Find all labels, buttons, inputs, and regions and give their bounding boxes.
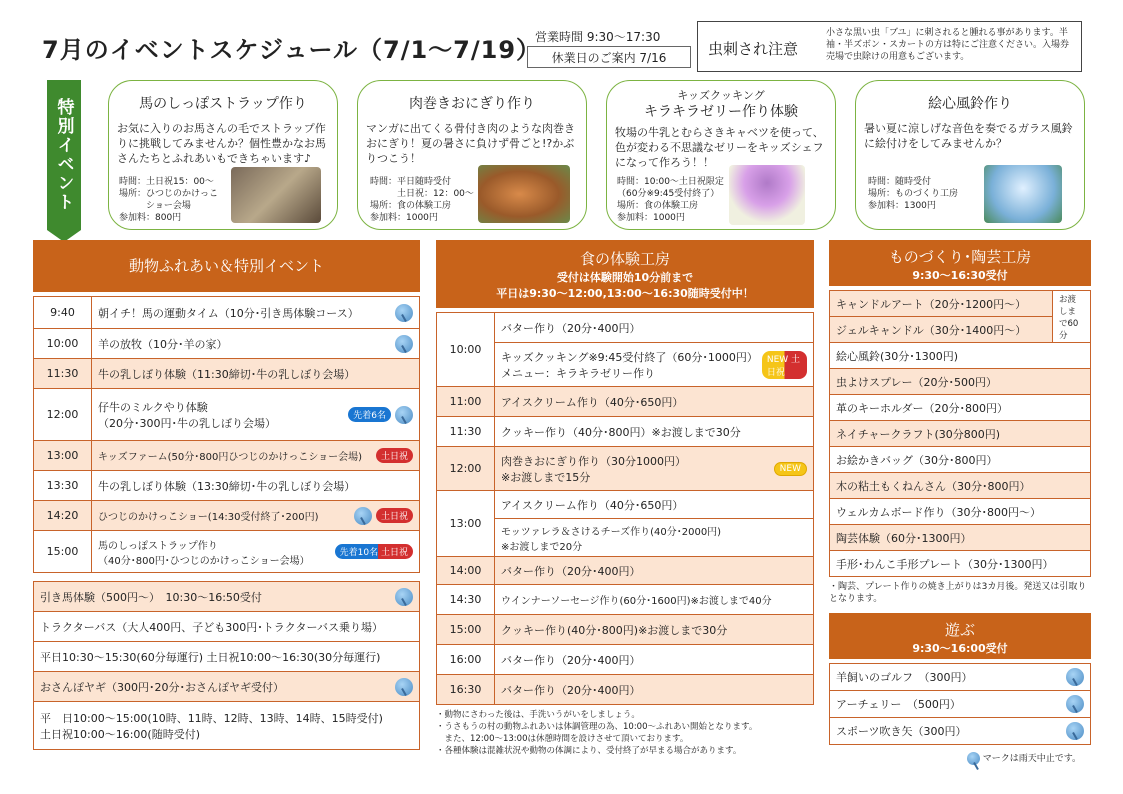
jelly-photo: [729, 165, 805, 225]
umbrella-icon: [1066, 695, 1084, 713]
extra-text: 引き馬体験（500円〜） 10:30〜16:50受付: [40, 590, 262, 604]
food-sub2: 平日は9:30〜12:00,13:00〜16:30随時受付中！: [496, 287, 754, 300]
insect-warning: [697, 21, 1082, 72]
craft-item: 陶芸体験（60分･1300円）: [830, 525, 1091, 551]
play-title: 遊ぶ: [944, 621, 975, 639]
table-row: [830, 499, 1091, 525]
table-row: [34, 501, 420, 531]
card-title: 馬のしっぽストラップ作り: [139, 96, 307, 112]
time-cell: 10:00: [34, 329, 92, 359]
card-title: 肉巻きおにぎり作り: [409, 96, 535, 112]
table-row: [34, 531, 420, 573]
time-cell: 13:30: [34, 471, 92, 501]
card-desc: お気に入りのお馬さんの毛でストラップ作りに挑戦してみませんか？個性豊かなお馬さんたちとふれあいもできちゃいます♪: [117, 122, 326, 165]
food-section: [436, 240, 814, 757]
table-row: [830, 343, 1091, 369]
table-row: [437, 585, 814, 615]
table-row: [34, 612, 420, 642]
time-cell: 14:00: [437, 557, 495, 585]
umbrella-icon: [395, 406, 413, 424]
food-item: ウインナーソーセージ作り(60分･1600円)※お渡しまで40分: [501, 596, 772, 607]
craft-note: ・陶芸、プレート作りの焼き上がりは3カ月後。発送又は引取りとなります。: [829, 582, 1087, 604]
table-row: [437, 447, 814, 491]
food-item: バター作り（20分･400円）: [501, 683, 641, 697]
new-badge: NEW: [774, 462, 807, 476]
card-desc: 暑い夏に涼しげな音色を奏でるガラス風鈴に絵付けをしてみませんか？: [864, 122, 1073, 150]
extra-text: 平日10:30〜15:30(60分毎運行) 土日祝10:00〜16:30(30分毎運行): [40, 650, 381, 664]
page-title: 7月のイベントスケジュール（7/1〜7/19）: [42, 36, 542, 64]
extra-text: おさんぽヤギ（300円･20分･おさんぽヤギ受付）: [40, 680, 284, 694]
table-row: [34, 359, 420, 389]
time-cell: 16:00: [437, 645, 495, 675]
play-sub: 9:30〜16:00受付: [912, 642, 1008, 655]
table-row: [830, 525, 1091, 551]
table-row: [437, 417, 814, 447]
table-row: [830, 291, 1091, 317]
umbrella-icon: [395, 335, 413, 353]
craft-item: ウェルカムボード作り（30分･800円〜）: [830, 499, 1091, 525]
weekend-badge: 土日祝: [376, 508, 413, 523]
umbrella-icon: [354, 507, 372, 525]
umbrella-icon: [1066, 668, 1084, 686]
food-item: アイスクリーム作り（40分･650円）: [501, 395, 684, 409]
card-title: 絵心風鈴作り: [928, 96, 1012, 112]
time-cell: 15:00: [34, 531, 92, 573]
event-text: 朝イチ！馬の運動タイム（10分･引き馬体験コース）: [98, 306, 359, 320]
table-row: [830, 691, 1091, 718]
warning-text: 小さな黒い虫「ブユ」に刺されると腫れる事があります。半袖・半ズボン・スカートの方は特にご注意ください。入場券売場で虫除けの用意もございます。: [826, 28, 1070, 62]
table-row: [830, 369, 1091, 395]
food-title: 食の体験工房: [579, 250, 670, 268]
table-row: [437, 645, 814, 675]
table-row: [830, 718, 1091, 745]
event-text: ひつじのかけっこショー(14:30受付終了･200円): [98, 512, 319, 523]
legend-text: マークは雨天中止です。: [982, 754, 1081, 764]
card-desc: 牧場の牛乳とむらさきキャベツを使って、色が変わる不思議なゼリーをキッズシェフになって作ろう！！: [615, 126, 824, 169]
event-text: 馬のしっぽストラップ作り （40分･800円･ひつじのかけっこショー会場）: [98, 540, 310, 567]
extra-text: トラクターバス（大人400円、子ども300円･トラクターバス乗り場）: [40, 620, 383, 634]
warning-title: 虫刺され注意: [708, 40, 799, 58]
time-cell: 11:00: [437, 387, 495, 417]
time-cell: 16:30: [437, 675, 495, 705]
event-text: 羊の放牧（10分･羊の家）: [98, 337, 228, 351]
time-cell: 13:00: [437, 491, 495, 557]
time-cell: 12:00: [34, 389, 92, 441]
table-row: [34, 329, 420, 359]
craft-item: 革のキーホルダー（20分･800円）: [830, 395, 1091, 421]
table-row: [830, 317, 1091, 343]
craft-section: [829, 240, 1091, 765]
food-item: キッズクッキング※9:45受付終了（60分･1000円） メニュー：キラキラゼリー作り: [501, 350, 758, 380]
time-cell: 14:20: [34, 501, 92, 531]
craft-item: 虫よけスプレー（20分･500円）: [830, 369, 1091, 395]
time-cell: 10:00: [437, 313, 495, 387]
table-row: [34, 642, 420, 672]
table-row: [437, 491, 814, 519]
craft-item: 木の粘土もくねんさん（30分･800円）: [830, 473, 1091, 499]
wind-chime-photo: [984, 165, 1062, 223]
event-text: 牛の乳しぼり体験（13:30締切･牛の乳しぼり会場）: [98, 479, 356, 493]
time-cell: 11:30: [34, 359, 92, 389]
time-cell: 12:00: [437, 447, 495, 491]
umbrella-icon: [395, 304, 413, 322]
play-item: スポーツ吹き矢（300円）: [836, 725, 967, 738]
food-item: バター作り（20分･400円）: [501, 564, 641, 578]
craft-item: お絵かきバッグ（30分･800円）: [830, 447, 1091, 473]
table-row: [437, 387, 814, 417]
craft-item: ネイチャークラフト(30分800円): [830, 421, 1091, 447]
table-row: [830, 447, 1091, 473]
craft-header: [829, 240, 1091, 286]
umbrella-icon: [395, 678, 413, 696]
craft-side-note: お渡しまで60分: [1053, 291, 1091, 343]
animal-section: [33, 240, 420, 750]
event-text: キッズファーム(50分･800円ひつじのかけっこショー会場): [98, 452, 363, 463]
table-row: [437, 675, 814, 705]
play-item: 羊飼いのゴルフ （300円）: [836, 671, 973, 684]
time-cell: 9:40: [34, 297, 92, 329]
time-cell: 11:30: [437, 417, 495, 447]
food-table: [436, 312, 814, 705]
craft-sub: 9:30〜16:30受付: [912, 269, 1008, 282]
food-item: 肉巻きおにぎり作り（30分1000円） ※お渡しまで15分: [501, 454, 686, 484]
table-row: [830, 551, 1091, 577]
food-item: バター作り（20分･400円）: [501, 321, 641, 335]
umbrella-icon: [1066, 722, 1084, 740]
limit-weekend-badge: 先着10名 土日祝: [335, 544, 413, 559]
closed-days: 休業日のご案内 7/16: [527, 46, 691, 68]
table-row: [830, 421, 1091, 447]
table-row: [437, 313, 814, 343]
play-header: [829, 613, 1091, 659]
card-info: 時間：随時受付 場所：ものづくり工房 参加料：1300円: [868, 177, 959, 211]
time-cell: 13:00: [34, 441, 92, 471]
food-notes: ・動物にさわった後は、手洗いうがいをしましょう。 ・うさもうの村の動物ふれあいは体調管理の為、10:00〜ふれあい開始となります。 また、12:00〜13:00は休憩時間を設けさせて頂いております。 ・各種体験は混雑状況や動物の体調により、受付終了が早まる場合があります。: [436, 710, 758, 756]
craft-title: ものづくり･陶芸工房: [888, 248, 1032, 266]
time-cell: 15:00: [437, 615, 495, 645]
umbrella-icon: [395, 588, 413, 606]
card-horse-strap: [108, 80, 338, 230]
table-row: [437, 615, 814, 645]
food-sub1: 受付は体験開始10分前まで: [556, 271, 694, 284]
animal-table: [33, 296, 420, 573]
umbrella-icon: [967, 752, 980, 765]
table-row: [34, 441, 420, 471]
table-row: [34, 672, 420, 702]
card-desc: マンガに出てくる骨付き肉のような肉巻きおにぎり！夏の暑さに負けず骨ごと!?かぶりつこう！: [366, 122, 575, 165]
weekend-badge: 土日祝: [376, 448, 413, 463]
food-item: アイスクリーム作り（40分･650円）: [501, 498, 684, 512]
table-row: [34, 582, 420, 612]
card-info: 時間：10:00〜土日祝限定 （60分※9:45受付終了） 場所：食の体験工房 参加料：1000円: [617, 177, 724, 223]
event-text: 牛の乳しぼり体験（11:30締切･牛の乳しぼり会場）: [98, 367, 356, 381]
card-title: キラキラゼリー作り体験: [644, 104, 798, 120]
play-table: [829, 663, 1091, 745]
craft-item: 絵心風鈴(30分･1300円): [830, 343, 1091, 369]
special-event-tab: 特別イベント: [47, 80, 81, 230]
card-info: 時間：土日祝15：00〜 場所：ひつじのかけっこ ショー会場 参加料：800円: [119, 177, 219, 223]
table-row: [34, 702, 420, 750]
card-subtitle: キッズクッキング: [677, 89, 765, 102]
event-text: 仔牛のミルクやり体験 （20分･300円･牛の乳しぼり会場）: [98, 400, 276, 430]
animal-header: 動物ふれあい＆特別イベント: [33, 240, 420, 292]
table-row: [830, 473, 1091, 499]
legend: [829, 751, 1091, 765]
business-hours: 営業時間 9:30〜17:30: [535, 30, 661, 44]
card-wind-chime: [855, 80, 1085, 230]
table-row: [34, 471, 420, 501]
card-info: 時間：平日随時受付 土日祝：12：00〜 場所：食の体験工房 参加料：1000円: [370, 177, 474, 223]
extra-text: 平 日10:00〜15:00(10時、11時、12時、13時、14時、15時受付) 土日祝10:00〜16:00(随時受付): [40, 711, 383, 741]
card-jelly: [606, 80, 836, 230]
craft-table: [829, 290, 1091, 577]
play-item: アーチェリー （500円）: [836, 698, 961, 711]
food-header: [436, 240, 814, 308]
horse-strap-photo: [231, 167, 321, 223]
limit-badge: 先着6名: [348, 407, 391, 422]
food-item: クッキー作り(40分･800円)※お渡しまで30分: [501, 623, 728, 637]
craft-item: 手形･わんこ手形プレート（30分･1300円）: [830, 551, 1091, 577]
table-row: [34, 389, 420, 441]
card-rice-ball: [357, 80, 587, 230]
table-row: [830, 664, 1091, 691]
table-row: [830, 395, 1091, 421]
animal-extra-table: [33, 581, 420, 750]
food-item: モッツァレラ＆さけるチーズ作り(40分･2000円) ※お渡しまで20分: [501, 526, 722, 553]
food-item: バター作り（20分･400円）: [501, 653, 641, 667]
table-row: [437, 557, 814, 585]
table-row: [34, 297, 420, 329]
rice-ball-photo: [478, 165, 570, 223]
craft-item: キャンドルアート（20分･1200円〜）: [830, 291, 1053, 317]
craft-item: ジェルキャンドル（30分･1400円〜）: [830, 317, 1053, 343]
food-item: クッキー作り（40分･800円）※お渡しまで30分: [501, 425, 741, 439]
new-weekend-badge: NEW 土日祝: [762, 351, 807, 379]
time-cell: 14:30: [437, 585, 495, 615]
